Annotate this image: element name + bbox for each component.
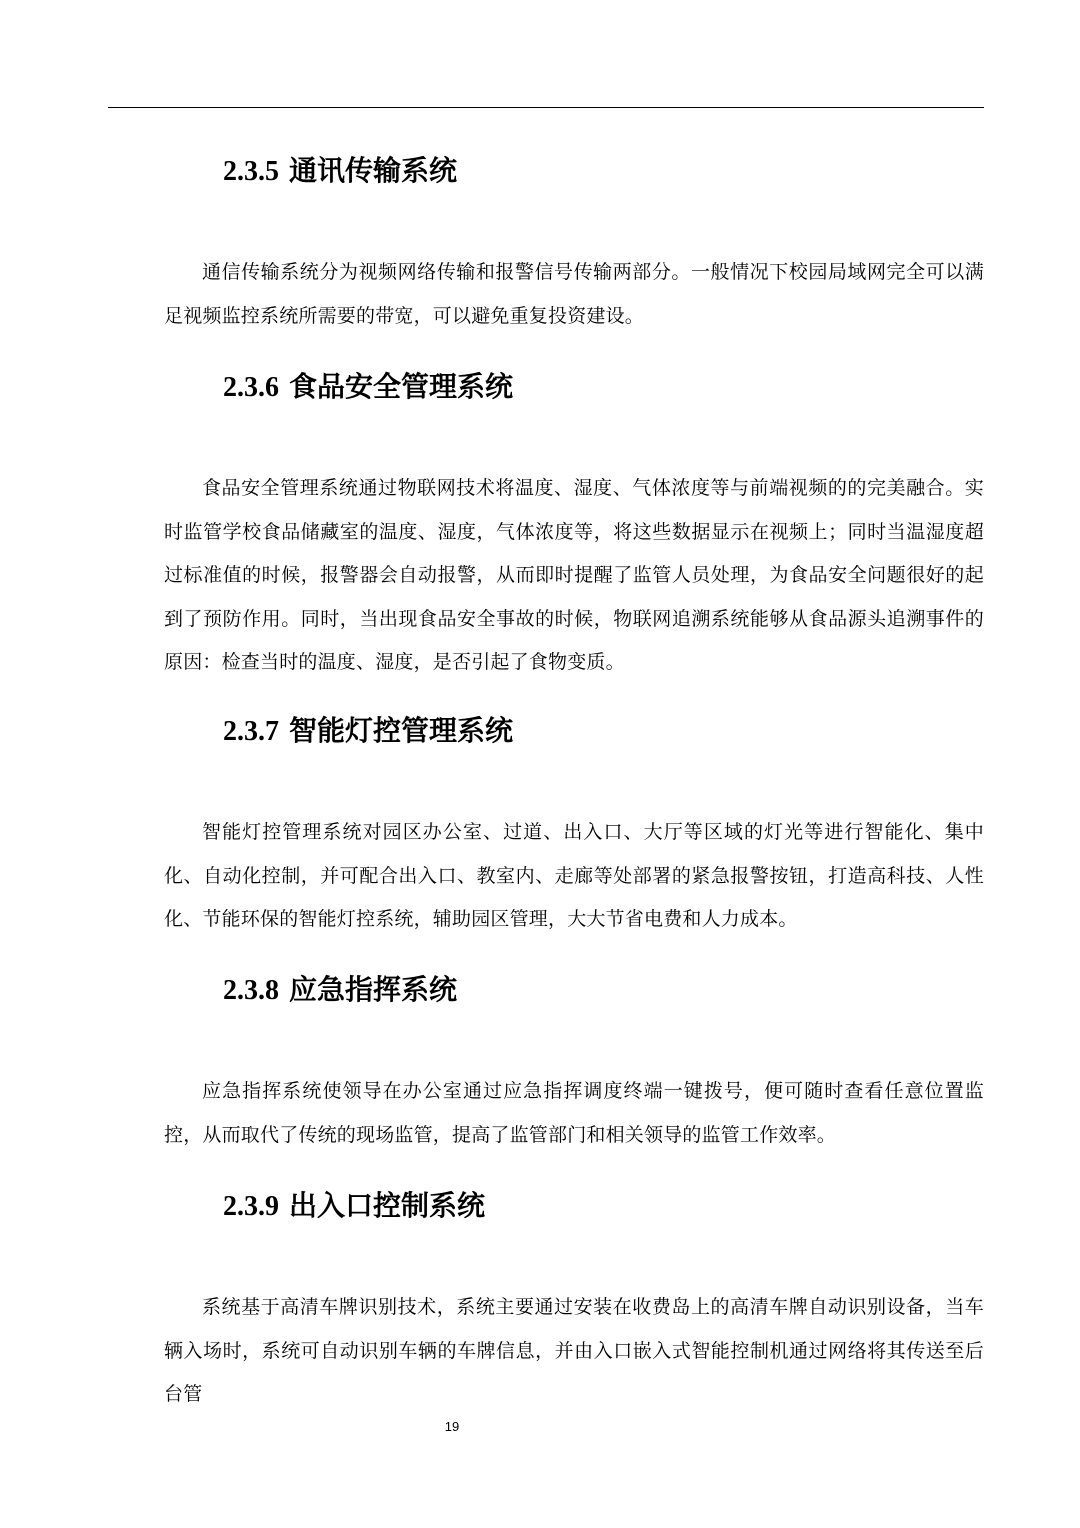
section-body-2-3-7: 智能灯控管理系统对园区办公室、过道、出入口、大厅等区域的灯光等进行智能化、集中化、自动化控制，并可配合出入口、教室内、走廊等处部署的紧急报警按钮，打造高科技、人性化、节能环保的智能灯控系统，辅助园区管理，大大节省电费和人力成本。 [164,821,984,930]
header-rule [108,107,984,108]
section-number: 2.3.6 [223,372,279,403]
section-title: 出入口控制系统 [289,1189,486,1222]
section-number: 2.3.7 [223,716,279,747]
section-body-2-3-9: 系统基于高清车牌识别技术，系统主要通过安装在收费岛上的高清车牌自动识别设备，当车辆入场时，系统可自动识别车辆的车牌信息，并由入口嵌入式智能控制机通过网络将其传送至后台管 [164,1296,984,1405]
section-title: 智能灯控管理系统 [289,714,514,747]
section-title: 通讯传输系统 [289,154,458,187]
section-body-2-3-8: 应急指挥系统使领导在办公室通过应急指挥调度终端一键拨号，便可随时查看任意位置监控，从而取代了传统的现场监管，提高了监管部门和相关领导的监管工作效率。 [164,1080,984,1146]
section-body-2-3-6: 食品安全管理系统通过物联网技术将温度、湿度、气体浓度等与前端视频的的完美融合。实时监管学校食品储藏室的温度、湿度，气体浓度等，将这些数据显示在视频上；同时当温湿度超过标准值的时候，报警器会自动报警，从而即时提醒了监管人员处理，为食品安全问题很好的起到了预防作用。同时，当出现食品安全事故的时候，物联网追溯系统能够从食品源头追溯事件的原因：检查当时的温度、湿度，是否引起了食物变质。 [164,477,984,673]
page-number: 19 [444,1419,460,1434]
section-number: 2.3.5 [223,156,279,187]
section-title: 食品安全管理系统 [289,370,514,403]
section-heading-2-3-8 [223,970,457,1011]
section-number: 2.3.8 [223,975,279,1006]
section-body-2-3-5: 通信传输系统分为视频网络传输和报警信号传输两部分。一般情况下校园局域网完全可以满足视频监控系统所需要的带宽，可以避免重复投资建设。 [164,261,984,327]
section-heading-2-3-5 [223,151,457,192]
section-number: 2.3.9 [223,1191,279,1222]
section-heading-2-3-6 [223,367,513,408]
section-heading-2-3-9 [223,1186,485,1227]
section-title: 应急指挥系统 [289,973,458,1006]
section-heading-2-3-7 [223,711,513,752]
